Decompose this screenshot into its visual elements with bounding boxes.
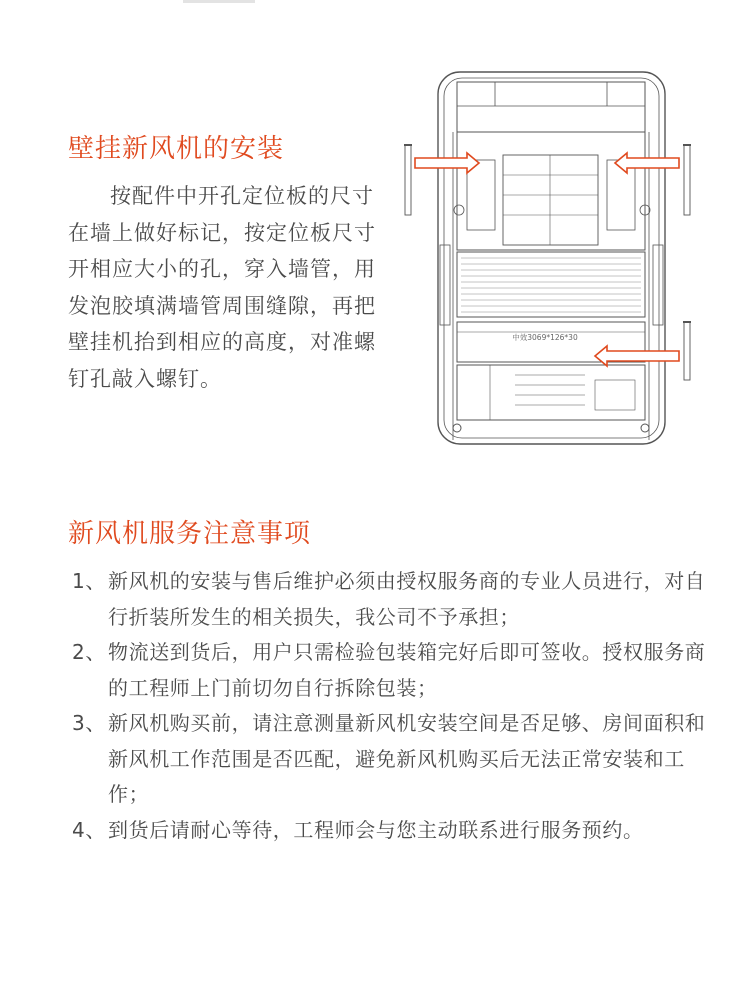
note-text: 新风机的安装与售后维护必须由授权服务商的专业人员进行，对自行折装所发生的相关损失，我公司不予承担； <box>108 569 706 629</box>
service-notes-list <box>72 564 712 848</box>
arrow-right-bottom <box>595 346 679 366</box>
wall-mount-diagram <box>395 60 715 460</box>
note-number: 2、 <box>72 640 106 664</box>
arrow-right-top <box>615 153 679 173</box>
note-item <box>72 564 712 635</box>
section-title-install: 壁挂新风机的安装 <box>68 134 285 164</box>
section-title-service: 新风机服务注意事项 <box>68 519 312 549</box>
note-text: 到货后请耐心等待，工程师会与您主动联系进行服务预约。 <box>108 817 644 842</box>
note-number: 1、 <box>72 569 106 593</box>
note-item <box>72 635 712 706</box>
arrow-left-top <box>415 153 479 173</box>
note-item <box>72 813 712 849</box>
note-number: 4、 <box>72 817 106 842</box>
top-divider <box>183 0 255 3</box>
filter-label: 中效3069*126*30 <box>512 333 578 342</box>
install-paragraph: 按配件中开孔定位板的尺寸在墙上做好标记，按定位板尺寸开相应大小的孔，穿入墙管，用发泡胶填满墙管周围缝隙，再把壁挂机抬到相应的高度，对准螺钉孔敲入螺钉。 <box>68 184 376 391</box>
note-text: 新风机购买前，请注意测量新风机安装空间是否足够、房间面积和新风机工作范围是否匹配，避免新风机购买后无法正常安装和工作； <box>108 711 706 806</box>
note-text: 物流送到货后，用户只需检验包装箱完好后即可签收。授权服务商的工程师上门前切勿自行拆除包装； <box>108 640 706 700</box>
note-number: 3、 <box>72 711 106 735</box>
note-item <box>72 706 712 813</box>
